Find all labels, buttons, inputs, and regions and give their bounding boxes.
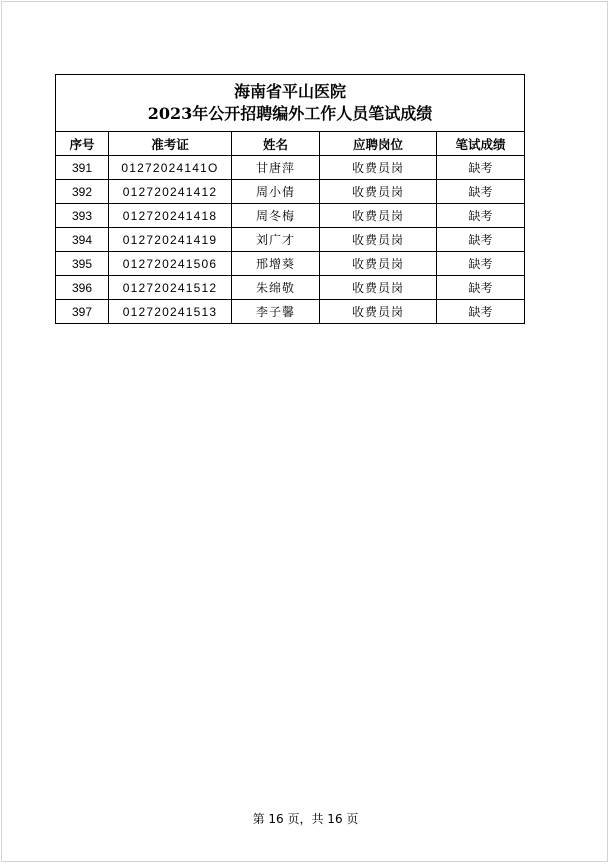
table-row bbox=[56, 300, 525, 324]
cell-name: 甘唐萍 bbox=[232, 156, 320, 180]
cell-score: 缺考 bbox=[437, 300, 525, 324]
col-header-position: 应聘岗位 bbox=[320, 132, 437, 156]
cell-ticket: 012720241506 bbox=[109, 252, 232, 276]
title-exam-name: 2023年公开招聘编外工作人员笔试成绩 bbox=[147, 104, 433, 123]
cell-score: 缺考 bbox=[437, 252, 525, 276]
cell-score: 缺考 bbox=[437, 228, 525, 252]
cell-score: 缺考 bbox=[437, 180, 525, 204]
cell-ticket: 012720241419 bbox=[109, 228, 232, 252]
table-row bbox=[56, 204, 525, 228]
cell-ticket: 012720241418 bbox=[109, 204, 232, 228]
cell-position: 收费员岗 bbox=[320, 204, 437, 228]
cell-ticket: 01272024141O bbox=[109, 156, 232, 180]
cell-score: 缺考 bbox=[437, 156, 525, 180]
cell-seq: 394 bbox=[56, 228, 109, 252]
cell-position: 收费员岗 bbox=[320, 180, 437, 204]
cell-name: 刘广才 bbox=[232, 228, 320, 252]
cell-seq: 392 bbox=[56, 180, 109, 204]
cell-seq: 396 bbox=[56, 276, 109, 300]
table-title bbox=[56, 75, 525, 132]
cell-name: 李子馨 bbox=[232, 300, 320, 324]
cell-score: 缺考 bbox=[437, 276, 525, 300]
cell-position: 收费员岗 bbox=[320, 252, 437, 276]
table-row bbox=[56, 276, 525, 300]
cell-position: 收费员岗 bbox=[320, 300, 437, 324]
header-row bbox=[56, 132, 525, 156]
cell-ticket: 012720241412 bbox=[109, 180, 232, 204]
page-number-footer: 第 16 页，共 16 页 bbox=[252, 812, 359, 826]
cell-ticket: 012720241512 bbox=[109, 276, 232, 300]
cell-name: 周小倩 bbox=[232, 180, 320, 204]
cell-seq: 393 bbox=[56, 204, 109, 228]
cell-seq: 397 bbox=[56, 300, 109, 324]
cell-position: 收费员岗 bbox=[320, 228, 437, 252]
col-header-ticket: 准考证 bbox=[109, 132, 232, 156]
col-header-score: 笔试成绩 bbox=[437, 132, 525, 156]
cell-name: 朱绵敬 bbox=[232, 276, 320, 300]
cell-seq: 391 bbox=[56, 156, 109, 180]
cell-seq: 395 bbox=[56, 252, 109, 276]
title-row bbox=[56, 75, 525, 132]
table-row bbox=[56, 156, 525, 180]
cell-ticket: 012720241513 bbox=[109, 300, 232, 324]
cell-score: 缺考 bbox=[437, 204, 525, 228]
col-header-seq: 序号 bbox=[56, 132, 109, 156]
cell-name: 周冬梅 bbox=[232, 204, 320, 228]
cell-position: 收费员岗 bbox=[320, 156, 437, 180]
exam-score-table bbox=[55, 74, 525, 324]
table-row bbox=[56, 180, 525, 204]
table-row bbox=[56, 252, 525, 276]
title-hospital-name: 海南省平山医院 bbox=[233, 82, 346, 101]
table-row bbox=[56, 228, 525, 252]
col-header-name: 姓名 bbox=[232, 132, 320, 156]
cell-name: 邢增葵 bbox=[232, 252, 320, 276]
cell-position: 收费员岗 bbox=[320, 276, 437, 300]
